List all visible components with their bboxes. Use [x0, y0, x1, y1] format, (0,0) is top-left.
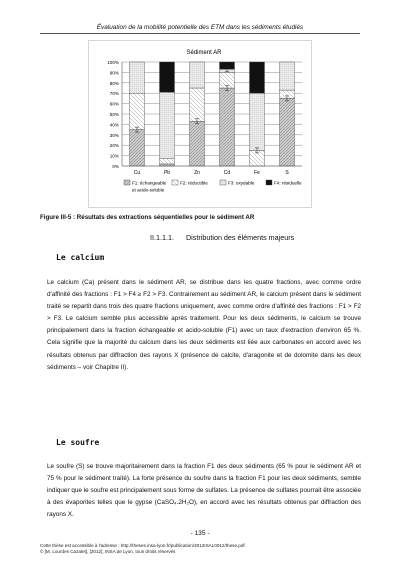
stacked-bar-chart: [88, 40, 312, 208]
bar-segment: [280, 62, 295, 90]
bar-segment: [160, 92, 175, 159]
y-tick-label: 0%: [112, 164, 119, 169]
paragraph-soufre: Le soufre (S) se trouve majoritairement dans la fraction F1 des deux sédiments (65 % pour le sédiment AR et 75 % pour le sédiment traité). La forte présence du soufre dans la fraction F1 pour les deux sédiments, semble indiquer que le soufre est principalement sous forme de sulfates. La présence de sulfates pourrait être associée à des évaporites telles que le gypse (CaSO₄.2H₂O), en accord avec les résultats obtenus par diffraction des rayons X.: [47, 463, 361, 519]
y-tick-label: 90%: [109, 70, 119, 76]
legend-swatch: [220, 180, 226, 185]
page-number: - 135 -: [190, 530, 210, 537]
bar-segment: [250, 93, 265, 150]
x-tick-label: S: [285, 170, 289, 176]
legend-swatch: [266, 180, 272, 185]
running-header: Évaluation de la mobilité potentielle des ETM dans les sédiments étudiés: [96, 24, 304, 31]
legend-label: F2: réductible: [180, 180, 208, 186]
x-tick-label: Fe: [254, 170, 260, 176]
x-tick-label: Cd: [223, 170, 231, 176]
bar-segment: [160, 62, 175, 92]
legend-label: F4: résiduelle: [274, 180, 302, 186]
legend-label-line: et acido-soluble: [132, 187, 165, 193]
bar-segment: [160, 164, 175, 166]
heading-soufre: Le soufre: [56, 438, 100, 447]
y-tick-label: 20%: [109, 143, 119, 149]
x-tick-label: Pb: [163, 170, 171, 176]
bar-segment: [160, 159, 175, 164]
figure-caption: Figure III-5 : Résultats des extractions séquentielles pour le sédiment AR: [40, 214, 255, 221]
y-tick-label: 70%: [109, 91, 119, 97]
footer-copyright-line: © [M. Lourdes Cazalet], [2012], INSA de Lyon, tous droits réservés: [40, 549, 176, 554]
chart-svg: [88, 40, 312, 208]
section-title: Distribution des éléments majeurs: [185, 233, 295, 242]
bar-segment: [190, 121, 205, 166]
legend-swatch: [124, 180, 130, 185]
bar-segment: [130, 93, 145, 129]
bar-segment: [220, 88, 235, 166]
y-tick-label: 30%: [109, 132, 119, 138]
bar-segment: [130, 62, 145, 93]
legend-swatch: [172, 180, 178, 185]
bar-segment: [130, 130, 145, 166]
footer: [40, 543, 245, 555]
section-number: II.1.1.1.: [150, 233, 174, 242]
paragraph-calcium: Le calcium (Ca) présent dans le sédiment AR, se distribue dans les quatre fractions, avec comme ordre d'affinité des fractions : F1 > F4 ≥ F2 > F3. Contrairement au sédiment AR, le calcium présent dans le sédiment traité se repartit dans trois des quatre fractions uniquement, avec comme ordre d'affinité des fractions : F1 > F2 > F3. Le calcium semble plus accessible après traitement. Pour les deux sédiments, le calcium se trouve principalement dans la fraction échangeable et acido-soluble (F1) avec un taux d'extraction d'environ 65 %. Cela signifie que la majorité du calcium dans les deux sédiments est liée aux carbonates en accord avec les résultats obtenus par diffraction des rayons X (présence de calcite, d'aragonite et de dolomite dans les deux sédiments – voir Chapitre II).: [47, 279, 361, 371]
section-heading: [150, 233, 294, 242]
legend-label: F3: oxydable: [228, 180, 255, 186]
y-tick-label: 80%: [109, 80, 119, 86]
y-tick-label: 10%: [109, 153, 119, 159]
bar-segment: [250, 62, 265, 93]
legend-label-line: F1: échangeable: [132, 180, 167, 186]
y-tick-label: 60%: [109, 101, 119, 107]
x-tick-label: Cu: [133, 170, 141, 176]
bar-segment: [280, 98, 295, 166]
bar-segment: [190, 62, 205, 88]
footer-url-line: Cette thèse est accessible à l'adresse : http://theses.insa-lyon.fr/publication/2012ISAL0012/these.pdf: [40, 543, 245, 548]
y-tick-label: 40%: [109, 122, 119, 128]
header-rule: [40, 33, 360, 34]
y-tick-label: 100%: [107, 60, 119, 65]
bar-segment: [190, 88, 205, 121]
chart-title: Sédiment AR: [186, 50, 222, 56]
x-tick-label: Zn: [194, 170, 200, 176]
y-tick-label: 50%: [109, 112, 119, 117]
heading-calcium: Le calcium: [56, 253, 105, 262]
